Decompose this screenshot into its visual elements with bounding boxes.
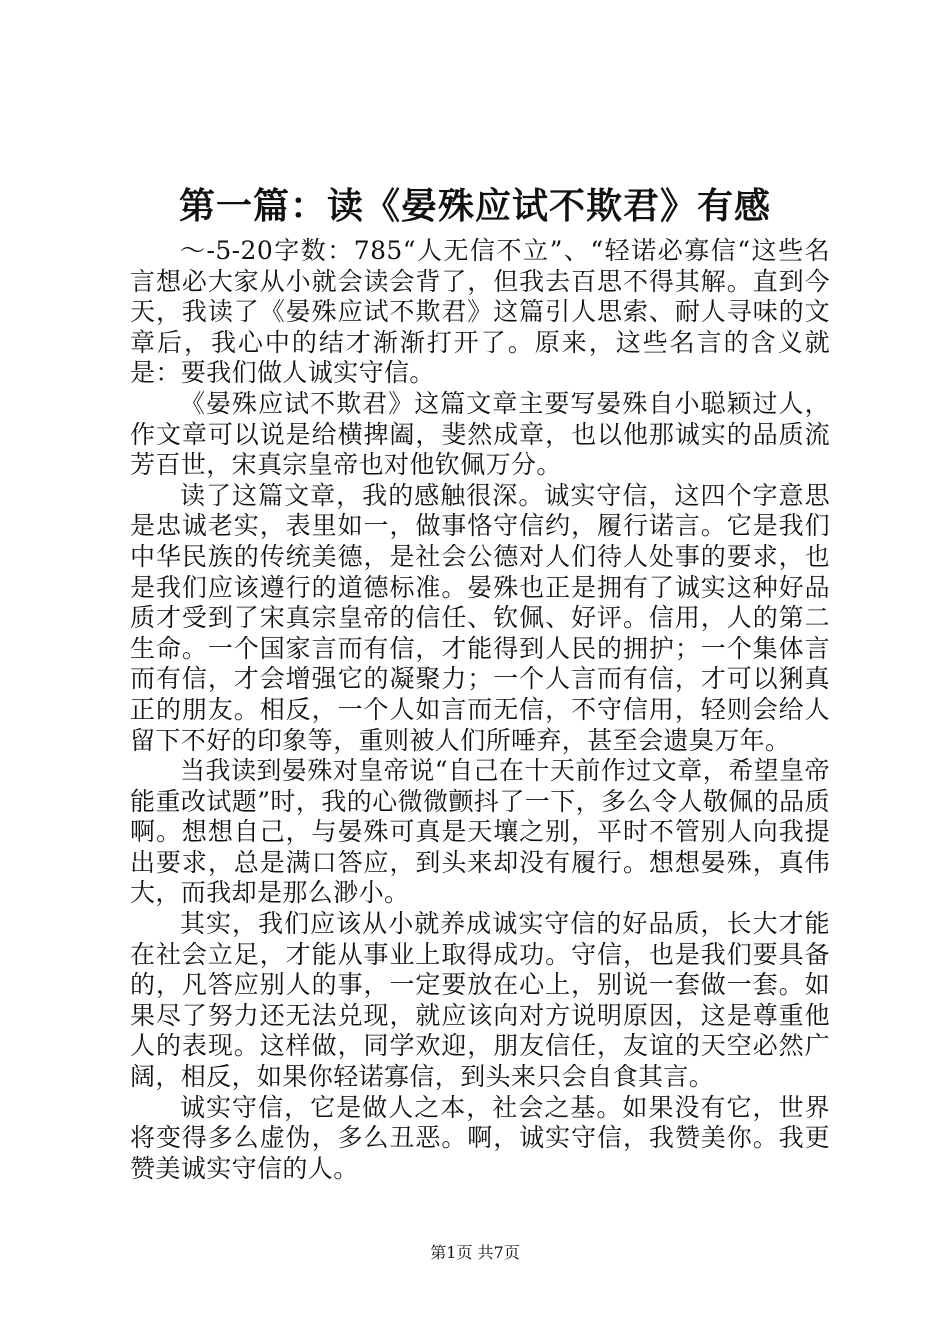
document-title: 第一篇：读《晏殊应试不欺君》有感 [178,186,771,227]
document-body [130,236,830,1184]
paragraph: 诚实守信，它是做人之本，社会之基。如果没有它，世界将变得多么虚伪，多么丑恶。啊，诚实守信，我赞美你。我更赞美诚实守信的人。 [130,1092,830,1183]
paragraph: 当我读到晏殊对皇帝说“自己在十天前作过文章，希望皇帝能重改试题”时，我的心微微颤抖了一下，多么令人敬佩的品质啊。想想自己，与晏殊可真是天壤之别，平时不管别人向我提出要求，总是满口答应，到头来却没有履行。想想晏殊，真伟大，而我却是那么渺小。 [130,756,830,908]
paragraph: ～-5-20字数：785“人无信不立”、“轻诺必寡信“这些名言想必大家从小就会读会背了，但我去百思不得其解。直到今天，我读了《晏殊应试不欺君》这篇引人思索、耐人寻味的文章后，我心中的结才渐渐打开了。原来，这些名言的含义就是：要我们做人诚实守信。 [130,236,830,388]
paragraph: 读了这篇文章，我的感触很深。诚实守信，这四个字意思是忠诚老实，表里如一，做事恪守信约，履行诺言。它是我们中华民族的传统美德，是社会公德对人们待人处事的要求，也是我们应该遵行的道德标准。晏殊也正是拥有了诚实这种好品质才受到了宋真宗皇帝的信任、钦佩、好评。信用，人的第二生命。一个国家言而有信，才能得到人民的拥护；一个集体言而有信，才会增强它的凝聚力；一个人言而有信，才可以猁真正的朋友。相反，一个人如言而无信，不守信用，轻则会给人留下不好的印象等，重则被人们所唾弃，甚至会遗臭万年。 [130,480,830,755]
page-footer: 第1页 共7页 [430,1243,520,1262]
paragraph: 《晏殊应试不欺君》这篇文章主要写晏殊自小聪颖过人，作文章可以说是给横捭阖，斐然成章，也以他那诚实的品质流芳百世，宋真宗皇帝也对他钦佩万分。 [130,388,830,480]
paragraph: 其实，我们应该从小就养成诚实守信的好品质，长大才能在社会立足，才能从事业上取得成功。守信，也是我们要具备的，凡答应别人的事，一定要放在心上，别说一套做一套。如果尽了努力还无法兑现，就应该向对方说明原因，这是尊重他人的表现。这样做，同学欢迎，朋友信任，友谊的天空必然广阔，相反，如果你轻诺寡信，到头来只会自食其言。 [130,909,830,1092]
